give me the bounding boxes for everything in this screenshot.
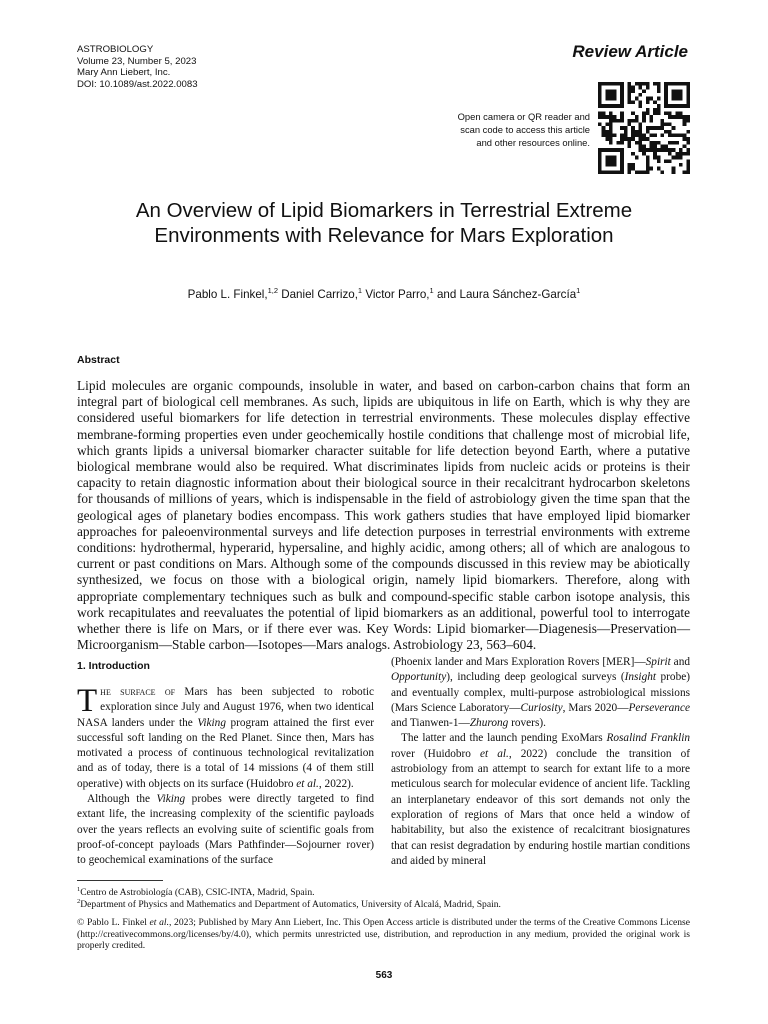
text-run: Curiosity [520, 701, 563, 714]
abstract-text: Lipid molecules are organic compounds, insoluble in water, and based on carbon-carbon chains that form an integral part of biological cell membranes. As such, lipids are ubiquitous in life on Earth, which is why they are considered useful biomarkers for life detection in terrestrial environments. These molecules display effective membrane-forming properties even under geochemically hostile conditions that challenge most of microbial life, which grants lipids a universal biomarker character suitable for life detection beyond Earth, where a putative biological membrane would also be required. What discriminates lipids from nucleic acids or proteins is their capacity to retain diagnostic information about their biological source in their recalcitrant hydrocarbon skeletons for thousands of millions of years, which is indispensable in the field of astrobiology given the time span that the geological ages of planetary bodies encompass. This work gathers studies that have employed lipid biomarker approaches for paleoenvironmental surveys and life detection purposes in terrestrial environments with extreme conditions: hydrothermal, hyperarid, hypersaline, and highly acidic, among others; all of which are analogous to current or past conditions on Mars. Although some of the compounds discussed in this review may be abiotically synthesized, we focus on those with a biological origin, namely lipid biomarkers. Therefore, along with appropriate complementary techniques such as bulk and compound-specific stable carbon isotope analysis, this work recapitulates and reevaluates the potential of lipid biomarkers as an additional, powerful tool to interrogate whether there is life on Mars, or if there ever was. Key Words: Lipid biomarker—Diagenesis—Preservation—Microorganism—Stable carbon—Isotopes—Mars analogs. Astrobiology 23, 563–604. [77, 378, 690, 653]
text-run: program attained the first ever successful soft landing on the Red Planet. Since then, Mars has motivated a process of continuous technological revitalization and as of today, there is a total of 14 missions (4 of them still operative) with objects on its surface (Huidobro [77, 716, 374, 790]
section-heading: 1. Introduction [77, 660, 150, 672]
text-run: Spirit [645, 656, 671, 668]
qr-note [420, 111, 590, 149]
abstract-heading: Abstract [77, 354, 120, 366]
text-run: , Mars 2020— [562, 701, 629, 714]
text-run: probe) and eventually complex, multi-purpose astrobiological missions (Mars Science Laboratory— [391, 671, 690, 714]
qr-note-line: Open camera or QR reader and [457, 111, 590, 122]
author-name: and Laura Sánchez-García [433, 287, 577, 301]
footnote-text: Department of Physics and Mathematics and Department of Automatics, University of Alcalá, Madrid, Spain. [80, 899, 501, 911]
footnote-divider [77, 880, 163, 881]
text-run: rover (Huidobro [391, 747, 481, 760]
text-run: and Tianwen-1— [391, 717, 470, 730]
author-affiliation: 1,2 [267, 286, 279, 295]
author-list [60, 286, 708, 301]
text-run: Perseverance [628, 701, 690, 714]
text-run: et al. [480, 747, 509, 760]
qr-code-icon[interactable] [598, 82, 690, 174]
page-number: 563 [375, 970, 393, 981]
text-run: Opportunity [391, 671, 447, 684]
text-run: (Phoenix lander and Mars Exploration Rovers [MER]— [391, 656, 646, 668]
title-line: An Overview of Lipid Biomarkers in Terrestrial Extreme [135, 199, 633, 222]
author-name: Victor Parro, [362, 287, 430, 301]
body-column-left [77, 685, 374, 869]
author-affiliation: 1 [429, 286, 434, 295]
journal-publisher: Mary Ann Liebert, Inc. [77, 67, 171, 79]
paper-title [60, 198, 708, 248]
author-affiliation: 1 [576, 286, 581, 295]
text-run: ), including deep geological surveys ( [446, 671, 625, 684]
author-affiliation: 1 [357, 286, 363, 295]
text-run: , 2022) conclude the transition of astrobiology from an attempt to search for extant life to a more meticulous search for molecular evidence of ancient life. Tackling an interplanetary endeavor of this sort demands not only the exploration of regions of Mars that once held a window of habitability, but also the existence of recalcitrant biosignatures that can resist degradation by enduring hostile martian conditions and aided by mineral [391, 747, 691, 867]
footnote-text: Centro de Astrobiología (CAB), CSIC-INTA, Madrid, Spain. [80, 887, 315, 899]
paragraph [391, 731, 690, 869]
journal-doi[interactable]: DOI: 10.1089/ast.2022.0083 [77, 78, 198, 90]
affiliation-footnote [77, 896, 690, 911]
text-run: The latter and the launch pending ExoMars [401, 732, 607, 745]
qr-note-line: and other resources online. [476, 136, 590, 148]
lead-in: he surface of [100, 686, 176, 698]
article-type: Review Article [572, 42, 688, 61]
text-run: rovers). [508, 717, 546, 730]
paragraph [77, 685, 374, 792]
text-run: Although the [87, 793, 157, 806]
text-run: probes were directly targeted to find extant life, the increasing complexity of the scientific payloads over the years reflects an evolving suite of scientific goals from proof-of-concept payloads (Mars Pathfinder—Sojourner rover) to geochemical examinations of the surface [77, 793, 374, 867]
paragraph [391, 655, 690, 731]
text-run: and [670, 656, 690, 668]
text-run: et al. [149, 917, 169, 928]
text-run: Viking [156, 793, 186, 806]
text-run: , 2023; Published by Mary Ann Liebert, Inc. This Open Access article is distributed under the terms of the Creative Commons License (http://creativecommons.org/licenses/by/4.0), which permits unrestricted use, distribution, and reproduction in any medium, provided the original work is properly credited. [77, 917, 691, 952]
paragraph [77, 792, 374, 868]
qr-note-line: scan code to access this article [460, 123, 590, 135]
text-run: Zhurong [469, 717, 509, 730]
footnote-number: 2 [77, 898, 81, 905]
text-run: Viking [197, 716, 226, 729]
license-notice [77, 917, 690, 952]
author-name: Pablo L. Finkel, [187, 287, 268, 301]
journal-name: ASTROBIOLOGY [77, 44, 154, 55]
footnote-number: 1 [77, 886, 81, 893]
journal-volume: Volume 23, Number 5, 2023 [77, 55, 197, 67]
text-run: © Pablo L. Finkel [77, 917, 150, 928]
drop-cap: T [77, 683, 98, 719]
journal-info [77, 44, 198, 90]
text-run: , 2022). [318, 777, 354, 790]
text-run: Rosalind Franklin [606, 732, 690, 745]
text-run: Insight [624, 671, 657, 684]
text-run: et al. [296, 777, 319, 790]
text-run: Mars has been subjected to robotic exploration since July and August 1976, when two identical NASA landers under the [77, 686, 374, 729]
title-line: Environments with Relevance for Mars Exploration [154, 224, 614, 247]
author-name: Daniel Carrizo, [278, 287, 358, 301]
body-column-right [391, 655, 690, 869]
